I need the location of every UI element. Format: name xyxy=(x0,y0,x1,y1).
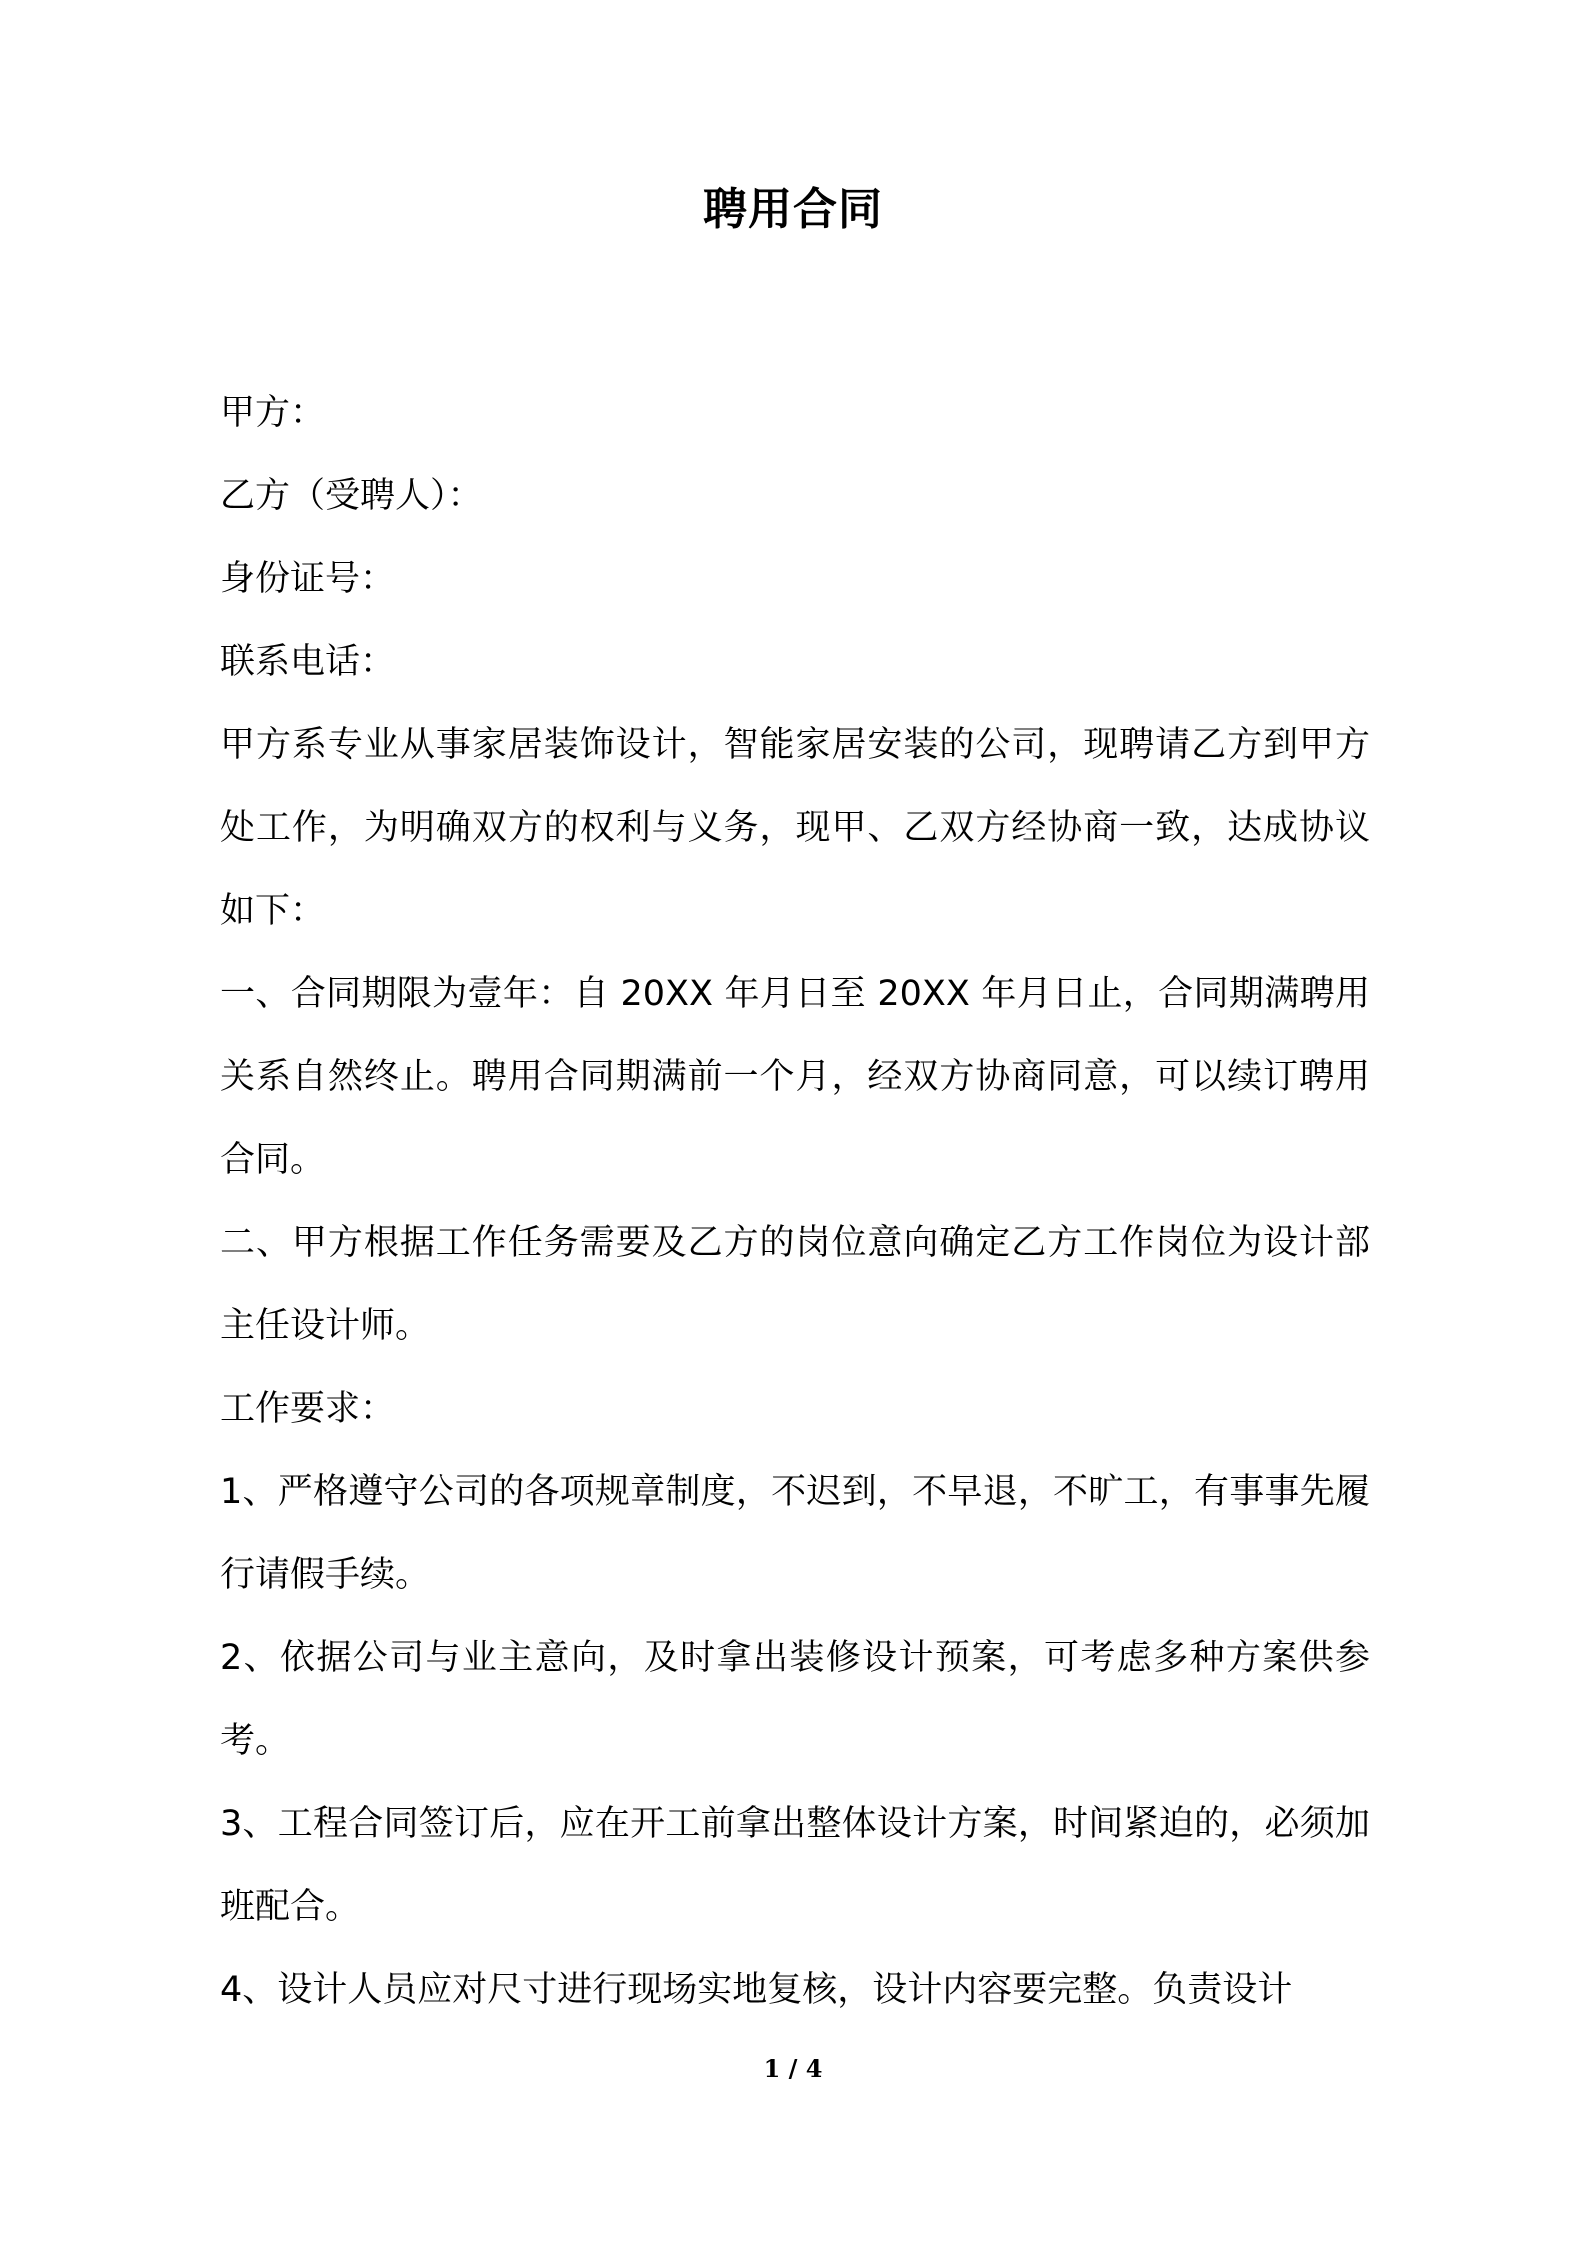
intro-paragraph: 甲方系专业从事家居装饰设计，智能家居安装的公司，现聘请乙方到甲方处工作，为明确双方的权利与义务，现甲、乙双方经协商一致，达成协议如下： xyxy=(220,725,1370,931)
page-number: 1 / 4 xyxy=(763,2054,823,2083)
document-title: 聘用合同 xyxy=(703,184,883,235)
requirement-4-paragraph: 4、设计人员应对尺寸进行现场实地复核，设计内容要完整。负责设计 xyxy=(220,1970,1293,2010)
requirement-3-paragraph: 3、工程合同签订后，应在开工前拿出整体设计方案，时间紧迫的，必须加班配合。 xyxy=(220,1804,1370,1927)
clause-1-paragraph: 一、合同期限为壹年：自 20XX 年月日至 20XX 年月日止，合同期满聘用关系自然终止。聘用合同期满前一个月，经双方协商同意，可以续订聘用合同。 xyxy=(220,974,1370,1180)
requirement-2-paragraph: 2、依据公司与业主意向，及时拿出装修设计预案，可考虑多种方案供参考。 xyxy=(220,1638,1370,1761)
party-a-field: 甲方： xyxy=(220,393,326,433)
work-requirements-heading: 工作要求： xyxy=(220,1389,396,1429)
clause-2-paragraph: 二、甲方根据工作任务需要及乙方的岗位意向确定乙方工作岗位为设计部主任设计师。 xyxy=(220,1223,1370,1346)
party-b-field: 乙方（受聘人）： xyxy=(220,476,483,516)
requirement-1-paragraph: 1、严格遵守公司的各项规章制度，不迟到，不早退，不旷工，有事事先履行请假手续。 xyxy=(220,1472,1370,1595)
phone-field: 联系电话： xyxy=(220,642,396,682)
id-number-field: 身份证号： xyxy=(220,559,396,599)
document-body xyxy=(220,372,1370,2032)
